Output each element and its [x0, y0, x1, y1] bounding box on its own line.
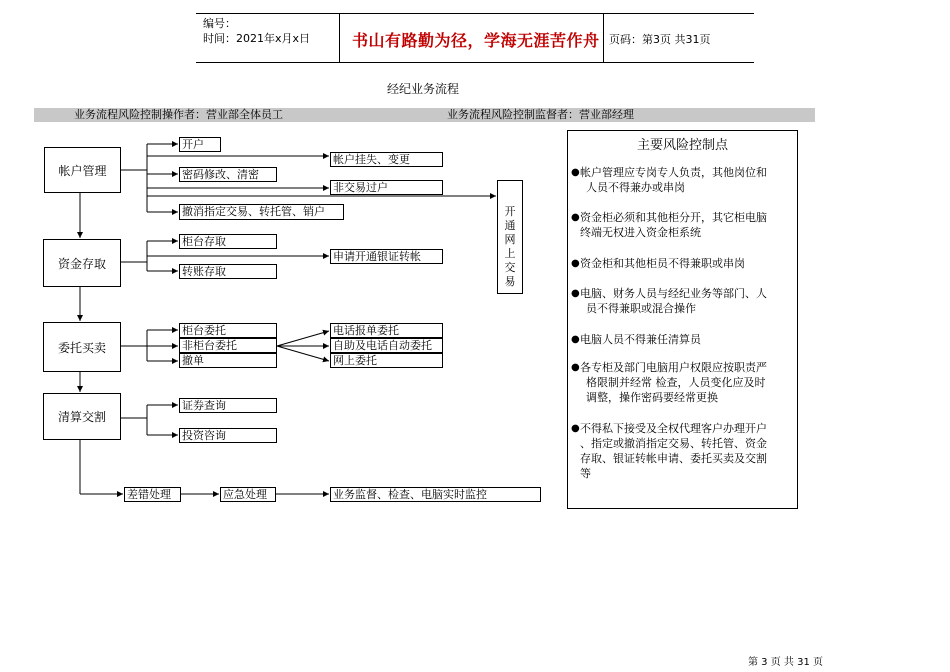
risk-control-panel	[567, 130, 798, 509]
investment-consult-box: 投资咨询	[179, 428, 277, 443]
bullet-icon: ●	[571, 362, 580, 373]
risk-point: ● 资金柜和其他柜员不得兼职或串岗	[571, 257, 745, 270]
phone-order-box: 电话报单委托	[330, 323, 443, 338]
non-trade-transfer-box: 非交易过户	[330, 180, 443, 195]
risk-point: ● 电脑、财务人员与经纪业务等部门、人 员不得兼职或混合操作	[571, 287, 767, 315]
bullet-icon: ●	[571, 167, 580, 178]
emergency-handling-box: 应急处理	[220, 487, 276, 502]
open-online-trading-box: 开 通 网 上 交 易	[497, 180, 523, 294]
doc-title: 经纪业务流程	[387, 82, 460, 96]
open-account-box: 开户	[179, 137, 221, 152]
bullet-icon: ●	[571, 258, 580, 269]
account-loss-change-box: 帐户挂失、变更	[330, 152, 443, 167]
risk-point: ● 资金柜必须和其他柜分开，其它柜电脑 终端无权进入资金柜系统	[571, 211, 767, 239]
account-management-box: 帐户管理	[44, 147, 121, 193]
transfer-deposit-box: 转账存取	[179, 264, 277, 279]
password-change-box: 密码修改、清密	[179, 167, 277, 182]
header-motto: 书山有路勤为径，学海无涯苦作舟	[352, 31, 600, 50]
header-page: 页码：第3页 共31页	[609, 33, 711, 46]
header-date: 时间：2021年x月x日	[203, 32, 311, 45]
cancel-order-box: 撤单	[179, 353, 277, 368]
bank-transfer-apply-box: 申请开通银证转帐	[330, 249, 443, 264]
cancel-designated-trade-box: 撤消指定交易、转托管、销户	[179, 204, 344, 220]
counter-entrust-box: 柜台委托	[179, 323, 277, 338]
entrust-trading-box: 委托买卖	[43, 322, 121, 372]
header-number: 编号：	[203, 17, 236, 30]
risk-point: ● 各专柜及部门电脑用户权限应按职责严 格限制并经常 检查，人员变化应及时 调整，操作密码要经常更换	[571, 361, 767, 404]
risk-point: ● 不得私下接受及全权代理客户办理开户 、指定或撤消指定交易、转托管、资金 存取、银证转帐申请、委托买卖及交割 等	[571, 422, 767, 480]
risk-point: ● 电脑人员不得兼任清算员	[571, 333, 701, 346]
clearing-settlement-box: 清算交割	[43, 393, 121, 440]
risk-panel-title: 主要风险控制点	[636, 138, 728, 153]
securities-query-box: 证券查询	[179, 398, 277, 413]
page-footer: 第 3 页 共 31 页	[748, 657, 823, 668]
operator-text: 业务流程风险控制操作者：营业部全体员工	[74, 108, 283, 121]
supervisor-text: 业务流程风险控制监督者：营业部经理	[447, 108, 634, 121]
counter-deposit-box: 柜台存取	[179, 234, 277, 249]
online-entrust-box: 网上委托	[330, 353, 443, 368]
error-handling-box: 差错处理	[124, 487, 181, 502]
non-counter-entrust-box: 非柜台委托	[179, 338, 277, 353]
bullet-icon: ●	[571, 288, 580, 299]
self-service-phone-box: 自助及电话自动委托	[330, 338, 443, 353]
risk-point: ● 帐户管理应专岗专人负责，其他岗位和 人员不得兼办或串岗	[571, 166, 767, 194]
supervision-monitoring-box: 业务监督、检查、电脑实时监控	[330, 487, 541, 502]
fund-deposit-withdraw-box: 资金存取	[43, 239, 121, 287]
bullet-icon: ●	[571, 334, 580, 345]
bullet-icon: ●	[571, 423, 580, 434]
bullet-icon: ●	[571, 212, 580, 223]
